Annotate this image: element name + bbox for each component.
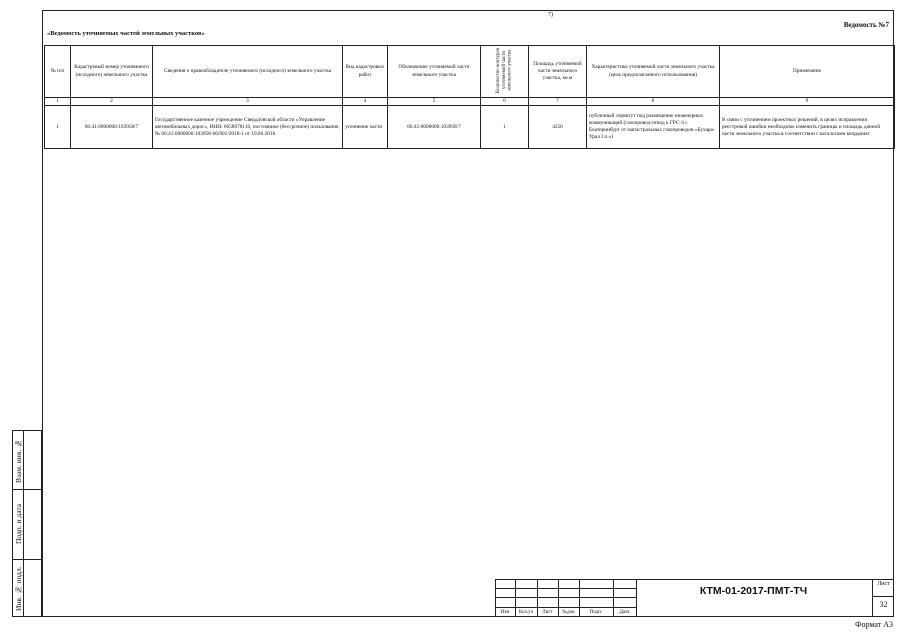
side-stamp-strip <box>12 430 42 617</box>
stamp-label: Кол.уч <box>518 610 534 615</box>
stamp-line <box>495 579 894 580</box>
side-divider <box>24 489 41 490</box>
header-cell <box>481 46 529 98</box>
side-divider <box>24 559 41 560</box>
table-row <box>45 106 895 149</box>
column-number: 3 <box>153 98 343 106</box>
work-type: уточнение части <box>343 106 388 149</box>
stamp-label: Подп. <box>589 610 603 615</box>
page-format: Формат А3 <box>855 620 893 629</box>
header-cell: Характеристика уточняемой части земельного участка (цель предполагаемого использования) <box>587 46 720 98</box>
top-note: 7) <box>548 12 553 18</box>
header-cell: № п/п <box>45 46 71 98</box>
stamp-line <box>495 597 637 598</box>
column-number: 1 <box>45 98 71 106</box>
stamp-line <box>872 596 894 597</box>
stamp-line <box>495 607 637 608</box>
column-number: 9 <box>720 98 895 106</box>
characteristic: публичный сервитут под размещение инженерных коммуникаций (газопровод-отвод к ГРС-3 г. Екатеринбург от магистральных газопроводов «Бухара-Урал I п.») <box>587 106 720 149</box>
area: 4250 <box>529 106 587 149</box>
side-divider <box>13 489 23 490</box>
header-cell: Кадастровый номер уточняемого (исходного) земельного участка <box>71 46 153 98</box>
rights-holder-info: Государственное казенное учреждение Свердловской области «Управление автомобильных дорог», ИНН: 6658078110, постоянное (бессрочное) пользование, № 66:41:0000000:103958-66/001/2018-1 от 19.06.2018 <box>153 106 343 149</box>
row-number: 1 <box>45 106 71 149</box>
header-cell: Примечание <box>720 46 895 98</box>
column-number: 6 <box>481 98 529 106</box>
stamp-line <box>495 588 637 589</box>
note: В связи с уточнением проектных решений, в целях исправления реестровой ошибки необходимо изменить границы и площадь данной части земельного участка в соответствии с каталогами координат <box>720 106 895 149</box>
header-cell-vertical-text: Количество контуров уточняемой части земельного участка <box>495 47 513 93</box>
header-row <box>45 46 895 98</box>
header-cell: Площадь уточняемой части земельного участка, кв.м <box>529 46 587 98</box>
column-number: 5 <box>388 98 481 106</box>
side-label: Инв. № подл. <box>14 566 23 612</box>
stamp-label: Дата <box>619 610 630 615</box>
side-label: Подп. и дата <box>14 503 23 545</box>
header-cell: Обозначение уточняемой части земельного участка <box>388 46 481 98</box>
document-title: «Ведомость уточняемых частей земельных участков» <box>47 30 205 37</box>
side-divider <box>13 559 23 560</box>
header-cell: Сведения о правообладателе уточняемого (исходного) земельного участка <box>153 46 343 98</box>
part-designation: 66:41:0000000:103958/7 <box>388 106 481 149</box>
header-cell: Вид кадастровых работ <box>343 46 388 98</box>
side-value-column <box>24 430 42 617</box>
cadastral-number: 66:41:0000000:103958/7 <box>71 106 153 149</box>
side-label-column <box>12 430 24 617</box>
statement-number: Ведомость №7 <box>843 21 889 29</box>
sheet-number: 32 <box>879 600 888 609</box>
parcel-table <box>44 45 895 149</box>
contour-count: 1 <box>481 106 529 149</box>
column-number-row <box>45 98 895 106</box>
stamp-label: Лист <box>542 610 553 615</box>
side-label: Взам. инв. № <box>14 438 23 484</box>
document-code: КТМ-01-2017-ПМТ-ТЧ <box>699 585 808 597</box>
column-number: 2 <box>71 98 153 106</box>
sheet-label: Лист <box>877 581 890 587</box>
column-number: 7 <box>529 98 587 106</box>
column-number: 8 <box>587 98 720 106</box>
stamp-label: Изм <box>500 610 510 615</box>
column-number: 4 <box>343 98 388 106</box>
stamp-label: №док <box>562 610 575 615</box>
